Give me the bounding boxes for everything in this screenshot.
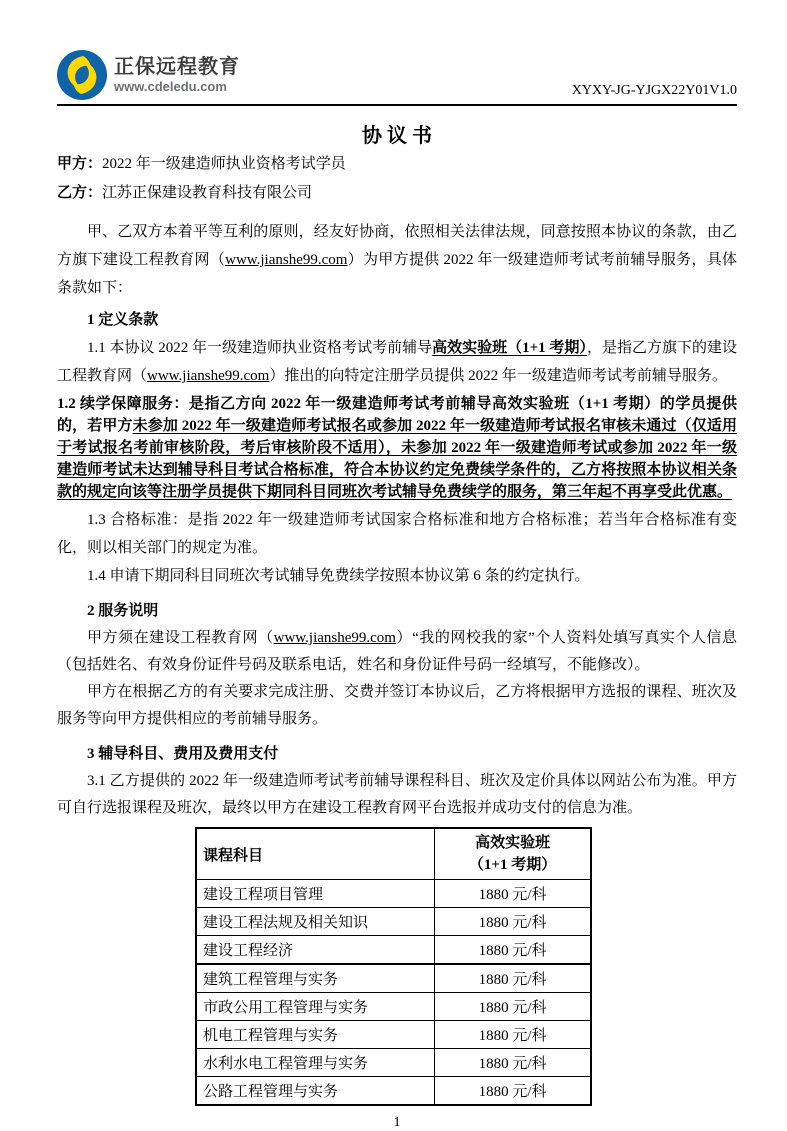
- brand-block: [57, 50, 240, 100]
- clause-1-2-underlined: 未参加 2022 年一级建造师考试报名或参加 2022 年一级建造师考试报名审核未通过（仅适用于考试报名考前审核阶段，考后审核阶段不适用），未参加 2022 年一级建造师考试或参加 2022 年一级建造师考试未达到辅导科目考试合格标准，符合本协议约定免费续学条件的，乙方将按照本协议相关条款的规定向该等注册学员提供下期同科目同班次考试辅导免费续学的服务，第三年起不再享受此优惠。: [57, 418, 737, 500]
- subject-cell: 公路工程管理与实务: [196, 1077, 435, 1106]
- price-cell: 1880 元/科: [435, 936, 591, 965]
- section2-paragraph-1: [57, 625, 737, 679]
- zhengbao-logo-icon: [57, 50, 107, 100]
- party-b-value: 江苏正保建设教育科技有限公司: [102, 185, 313, 201]
- clause-1-2: [57, 393, 737, 503]
- subject-cell: 建设工程项目管理: [196, 880, 435, 908]
- table-row: [196, 1049, 591, 1077]
- price-cell: 1880 元/科: [435, 964, 591, 993]
- clause-1-3: 1.3 合格标准：是指 2022 年一级建造师考试国家合格标准和地方合格标准；若当年合格标准有变化，则以相关部门的规定为准。: [57, 512, 737, 556]
- class-name-highlight: 高效实验班（1+1 考期）: [432, 340, 587, 356]
- brand-name: 正保远程教育: [114, 56, 240, 78]
- table-row: [196, 1077, 591, 1106]
- brand-text: [114, 55, 240, 95]
- clause-1-1-tail: ）推出的向特定注册学员提供 2022 年一级建造师考试考前辅导服务。: [269, 368, 727, 384]
- table-row: [196, 908, 591, 936]
- table-row: [196, 993, 591, 1021]
- clause-1-1-mid: ，是指乙方旗下的建设工程教育网（: [57, 340, 737, 384]
- intro-text-before: 甲、乙双方本着平等互利的原则，经友好协商，依照相关法律法规，同意按照本协议的条款，由乙方旗下建设工程教育网（: [57, 224, 737, 268]
- clause-1-2-plain: 1.2 续学保障服务：是指乙方向 2022 年一级建造师考试考前辅导高效实验班（1+1 考期）的学员提供的，若甲方: [57, 396, 737, 434]
- table-row: [196, 880, 591, 908]
- party-a-value: 2022 年一级建造师执业资格考试学员: [102, 156, 346, 172]
- document-code: XYXY-JG-YJGX22Y01V1.0: [571, 83, 737, 98]
- jianshe99-link[interactable]: www.jianshe99.com: [225, 252, 348, 268]
- table-row: [196, 936, 591, 965]
- col-class-header: [435, 828, 591, 880]
- price-cell: 1880 元/科: [435, 1021, 591, 1049]
- party-b-line: [57, 179, 737, 208]
- fee-table: [195, 827, 592, 1106]
- page-header: [57, 50, 737, 106]
- subject-cell: 水利水电工程管理与实务: [196, 1049, 435, 1077]
- jianshe99-link[interactable]: www.jianshe99.com: [273, 630, 396, 646]
- party-b-label: 乙方：: [57, 185, 103, 201]
- subject-cell: 建设工程法规及相关知识: [196, 908, 435, 936]
- col-subject-header: 课程科目: [196, 828, 435, 880]
- subject-cell: 机电工程管理与实务: [196, 1021, 435, 1049]
- intro-paragraph: [57, 218, 737, 302]
- table-row: [196, 1021, 591, 1049]
- clause-1-1: [57, 334, 737, 390]
- col-class-header-line2: （1+1 考期）: [468, 857, 557, 873]
- col-class-header-line1: 高效实验班: [475, 835, 551, 851]
- section1-heading: 1 定义条款: [87, 312, 159, 328]
- subject-cell: 建设工程经济: [196, 936, 435, 965]
- page-number: 1: [393, 1115, 401, 1130]
- table-header-row: [196, 828, 591, 880]
- clause-1-1-lead: 1.1 本协议 2022 年一级建造师执业资格考试考前辅导: [87, 340, 433, 356]
- price-cell: 1880 元/科: [435, 908, 591, 936]
- s2p1-after: ）“我的网校我的家”个人资料处填写真实个人信息（包括姓名、有效身份证件号码及联系电话，姓名和身份证件号码一经填写，不能修改）。: [57, 630, 737, 673]
- jianshe99-link[interactable]: www.jianshe99.com: [147, 368, 270, 384]
- price-cell: 1880 元/科: [435, 1077, 591, 1106]
- brand-url: www.cdeledu.com: [114, 79, 227, 94]
- subject-cell: 建筑工程管理与实务: [196, 964, 435, 993]
- page-title: 协 议 书: [362, 125, 432, 147]
- section2-paragraph-2: 甲方在根据乙方的有关要求完成注册、交费并签订本协议后，乙方将根据甲方选报的课程、班次及服务等向甲方提供相应的考前辅导服务。: [57, 684, 737, 727]
- price-cell: 1880 元/科: [435, 880, 591, 908]
- s2p1-before: 甲方须在建设工程教育网（: [87, 630, 274, 646]
- intro-text-after: ）为甲方提供 2022 年一级建造师考试考前辅导服务，具体条款如下：: [57, 252, 737, 296]
- party-a-line: [57, 150, 737, 179]
- subject-cell: 市政公用工程管理与实务: [196, 993, 435, 1021]
- price-cell: 1880 元/科: [435, 1049, 591, 1077]
- price-cell: 1880 元/科: [435, 993, 591, 1021]
- section3-heading: 3 辅导科目、费用及费用支付: [87, 746, 279, 762]
- clause-1-4: 1.4 申请下期同科目同班次考试辅导免费续学按照本协议第 6 条的约定执行。: [87, 568, 590, 584]
- section3-paragraph-1: 3.1 乙方提供的 2022 年一级建造师考试考前辅导课程科目、班次及定价具体以网站公布为准。甲方可自行选报课程及班次，最终以甲方在建设工程教育网平台选报并成功支付的信息为准。: [57, 773, 737, 816]
- party-a-label: 甲方：: [57, 156, 103, 172]
- section2-heading: 2 服务说明: [87, 603, 159, 619]
- table-row: [196, 964, 591, 993]
